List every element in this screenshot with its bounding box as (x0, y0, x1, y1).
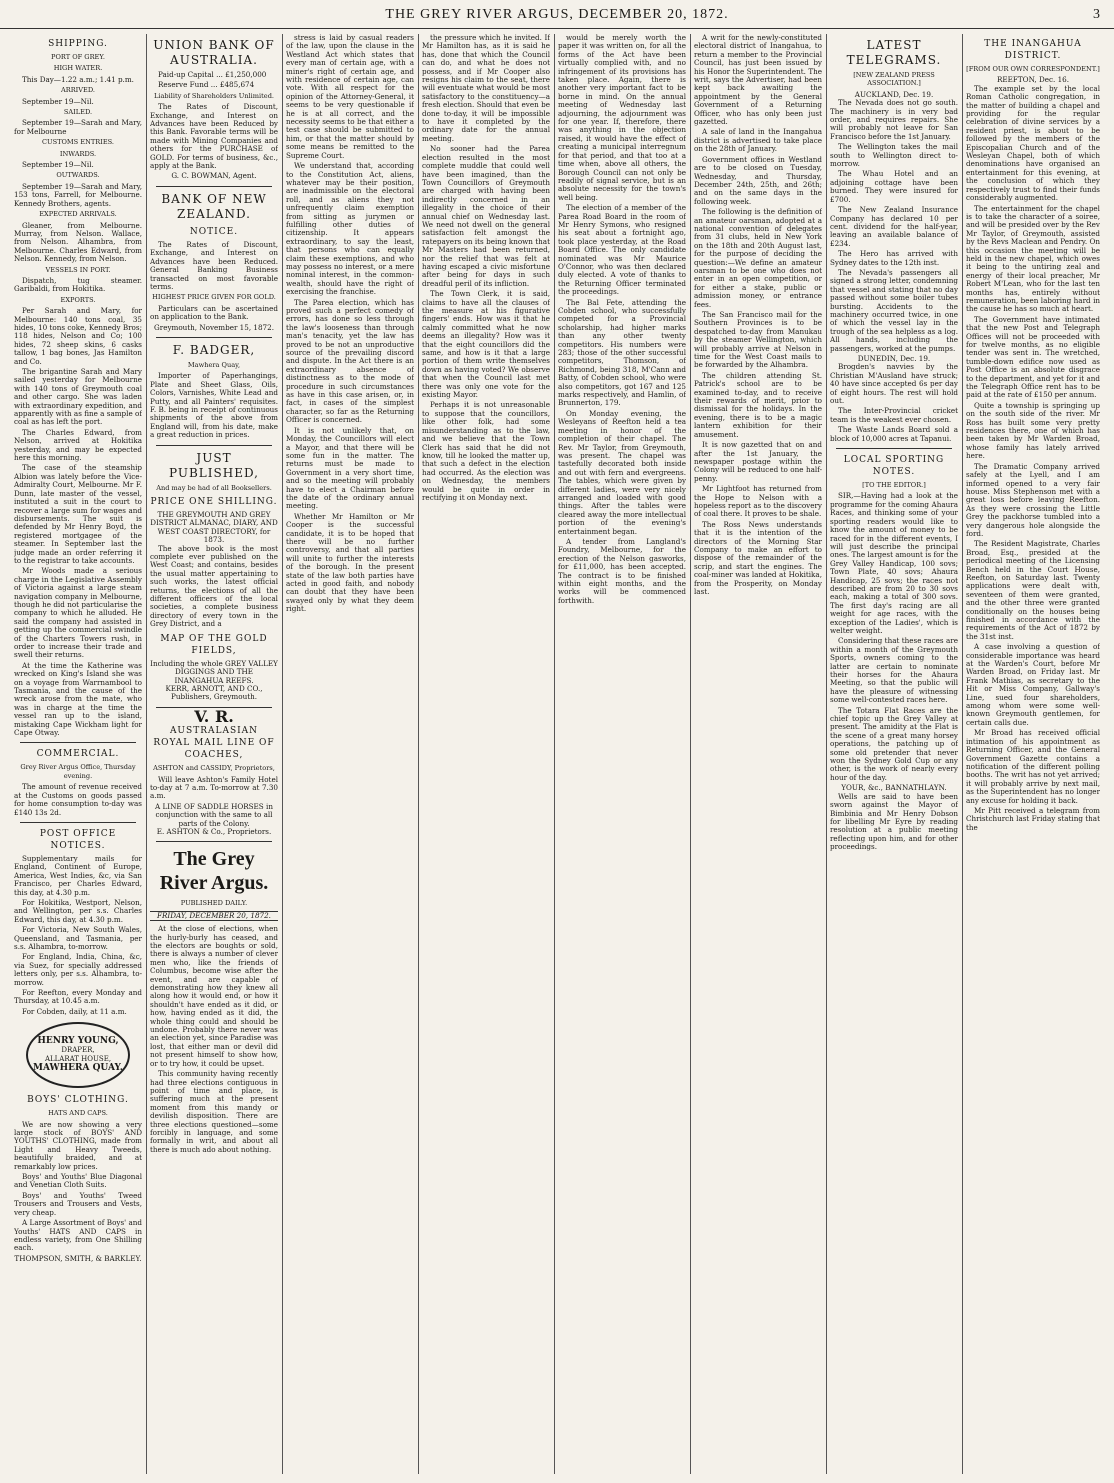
leader-paragraph: This community having recently had three elections contiguous in point of time and place, is suffering much at the present moment from this mandy or devilish disposition. There are three elections questioned—some forcibly in language, and some formally in writ, and about all there is much ado about nothing. (150, 1069, 278, 1154)
column-ads (150, 34, 278, 1474)
district-paragraph: Quite a township is springing up on the south side of the river. Mr Ross has built some very pretty residences there, one of which has been taken by Mr Warden Broad, whose family has lately arrived here. (966, 400, 1100, 461)
article-paragraph: The following is the definition of an amateur oarsman, adopted at a national convention of delegates from 31 clubs, held in New York on the 18th and 20th August last, for the purpose of deciding the question:—We define an amateur oarsman to be one who does not enter in an open competition, or for either a stake, public or admission money, or entrance fees. (694, 207, 822, 309)
column-article-4 (694, 34, 822, 1474)
sporting-paragraph: Considering that these races are within a month of the Greymouth Sports, owners coming to the latter are certain to nominate their horses for the Ahaura Meeting, so that the public will have the pleasure of witnessing some well-contested races here. (830, 636, 958, 705)
customs-heading: CUSTOMS ENTRIES. (41, 138, 115, 147)
post-notice: For Hokitika, Westport, Nelson, and Wellington, per s.s. Charles Edward, this day, at 4.30 p.m. (14, 897, 142, 924)
post-notice: For England, India, China, &c, via Suez, for specially addressed letters only, per s.s. Alhambra, to-morrow. (14, 952, 142, 987)
nz-bank-heading: BANK OF NEW ZEALAND. (161, 191, 267, 221)
article-paragraph: A writ for the newly-constituted electoral district of Inangahua, to return a member to the Provincial Council, has just been issued by his Honor the Superintendent. The writ, says the Advertiser, had been kept back awaiting the appointment by the General Government of a Returning Officer, who has only been just gazetted. (694, 34, 822, 127)
commercial-text: The amount of revenue received at the Customs on goods passed for home consumption to-day was £140 13s 2d. (14, 782, 142, 817)
post-notice: For Reefton, every Monday and Thursday, at 10.45 a.m. (14, 988, 142, 1006)
masthead (0, 6, 1114, 29)
sailed-text: September 19—Sarah and Mary, for Melbourne (14, 118, 142, 136)
boys-text: Boys' and Youths' Tweed Trousers and Trousers and Vests, very cheap. (14, 1190, 142, 1217)
badger-text: Importer of Paperhangings, Plate and Sheet Glass, Oils, Colors, Varnishes, White Lead and Putty, and all Painters' requisites. F. B. being in receipt of continuous shipments of the above from England will, from his date, make a great reduction in prices. (150, 371, 278, 440)
divider (836, 448, 952, 449)
outwards-text: September 19—Sarah and Mary, 153 tons, Farrell, for Melbourne. Kennedy Brothers, agents. (14, 181, 142, 208)
article-paragraph: The Town Clerk, it is said, claims to have all the clauses of the measure at his figurative fingers' ends. How was it that he calmly committed what he now deems an illegality? How was it that the eight councillors did the same, and how is it that a large portion of them write themselves down as having voted? We observe that when the Council last met there was only one vote for the existing Mayor. (422, 289, 550, 400)
article-paragraph: The election of a member of the Parea Road Board in the room of Mr Henry Symons, who resigned his seat about a fortnight ago, took place yesterday, at the Road Board Office. The only candidate nominated was Mr Maurice O'Connor, who was then declared duly elected. A vote of thanks to the Returning Officer terminated the proceedings. (558, 203, 686, 297)
post-office-heading: POST OFFICE NOTICES. (39, 828, 117, 851)
column-rule (826, 34, 827, 1474)
telegram-item: The Waste Lands Board sold a block of 10,000 acres at Tapanui. (830, 425, 958, 443)
vessels-heading: VESSELS IN PORT. (45, 265, 111, 274)
commercial-subheading: Grey River Argus Office, Thursday evening. (20, 763, 136, 780)
oval-house: ALLARAT HOUSE, (44, 1055, 112, 1064)
article-paragraph: A sale of land in the Inangahua district is advertised to take place on the 28th of January. (694, 127, 822, 154)
district-paragraph: The entertainment for the chapel is to take the character of a soiree, and will be presided over by the Rev Mr Taylor, of Greymouth, assisted by the Revs Maclean and Pendry. On this occasion the meeting will be held in the new chapel, which owes it being to the untiring zeal and energy of their local preacher, Mr Robert M'Lean, who for the last ten months has, entirely without remuneration, been laboring hard in the cause he has so much at heart. (966, 203, 1100, 314)
published-heading: JUST PUBLISHED, (169, 450, 259, 480)
article-paragraph: Whether Mr Hamilton or Mr Cooper is the successful candidate, it is to be hoped that there will be no further controversy, and that all parties will unite to further the interests of the borough. In the present state of the law both parties have acted in good faith, and nobody can doubt that they have been swayed only by what they deem right. (286, 511, 414, 614)
boys-clothing-heading: BOYS' CLOTHING. (27, 1095, 129, 1106)
union-paid: Paid-up Capital ... £1,250,000 (158, 70, 267, 79)
article-paragraph: the pressure which he invited. If Mr Hamilton has, as it is said he has, done that which the Council can do, and what he does not possess, and if Mr Cooper also resigns his claim to the seat, there will eventuate what would be most satisfactory to the constituency—a fresh election. Should that even be done to-day, it will be impossible to have it completed by the ordinary date for the annual meeting. (422, 34, 550, 143)
published-sub: And may be had of all Booksellers. (156, 483, 272, 492)
column-telegrams (830, 34, 958, 1474)
district-paragraph: Mr Pitt received a telegram from Christchurch last Friday stating that the (966, 805, 1100, 832)
shipping-paragraph: Mr Woods made a serious charge in the Legislative Assembly of Victoria against a large steam navigation company in Melbourne, though he did not particularise the company to which he alluded. He said the company had assisted in getting up the commercial swindle of the Charters Towers rush, in order to increase their trade and swell their returns. (14, 566, 142, 660)
union-text: The Rates of Discount, Exchange, and Interest on Advances have been Reduced by this Bank. Favorable terms will be made with Mining Companies and others for the PURCHASE of GOLD. For terms of business, &c., apply at the Bank. (150, 102, 278, 171)
coach-signature: E. ASHTON & Co., Proprietors. (156, 826, 272, 836)
boys-signature: THOMPSON, SMITH, & BARKLEY. (14, 1253, 142, 1263)
argus-sub: PUBLISHED DAILY. (180, 899, 248, 908)
telegram-item: The Wellington takes the mail south to Wellington direct to-morrow. (830, 142, 958, 169)
divider (156, 841, 272, 842)
sporting-paragraph: The Totara Flat Races are the chief topic up the Grey Valley at present. The amidity at the Flat is the scene of a great many horsey operations, the patching up of some old pretender that never won the Sydney Gold Cup or any other, is the work of nearly every hour of the day. (830, 705, 958, 782)
oval-name: HENRY YOUNG, (37, 1036, 119, 1047)
inwards-text: September 19—Nil. (22, 160, 94, 170)
union-bank-heading: UNION BANK OF AUSTRALIA. (153, 38, 275, 67)
article-paragraph: Mr Lightfoot has returned from the Hope to Nelson with a hopeless report as to the discovery of coal there. It proves to be shale. (694, 484, 822, 519)
telegram-item: The Inter-Provincial cricket team is the weakest ever chosen. (830, 406, 958, 424)
map-heading: MAP OF THE GOLD FIELDS, (160, 633, 268, 656)
district-paragraph: A case involving a question of considerable importance was heard at the Warden's Court, before Mr Warden Broad, on Friday last. Mr Frank Mathias, as secretary to the Hit or Miss Company, Gallway's Line, sued four shareholders, among whom were some well-known Greymouth gentlemen, for certain calls due. (966, 642, 1100, 727)
nz-gold: HIGHEST PRICE GIVEN FOR GOLD. (152, 293, 276, 302)
almanac-title: THE GREYMOUTH AND GREY DISTRICT ALMANAC, DIARY, AND WEST COAST DIRECTORY, for 1873. (150, 510, 278, 545)
sporting-paragraph: SIR,—Having had a look at the programme for the coming Ahaura Races, and thinking some of your sporting readers would like to know the amount of money to be raced for in the different events, I will just describe the principal ones. The largest amount is for the Grey Valley Handicap, 100 sovs; Town Plate, 40 sovs; Ahaura Handicap, 25 sovs; the races not described are from 20 to 30 sovs each, making a total of 300 sovs. The first day's racing are all weight for age races, with the exception of the Ladies', which is welter weight. (830, 491, 958, 635)
column-article-2 (422, 34, 550, 1474)
sporting-sub: [TO THE EDITOR.] (862, 481, 926, 490)
telegram-place: AUCKLAND, Dec. 19. (854, 89, 934, 99)
article-paragraph: The Bal Fete, attending the Cobden school, who successfully competed for a Provincial scholarship, had higher marks than any other twenty competitors. His numbers were 283; those of the other successful competitors, Thomson, of Richmond, being 318, M'Cann and Batty, of Cobden school, who were also competitors, got 167 and 125 marks respectively, and Hamlin, of Brunnerton, 179. (558, 297, 686, 408)
telegram-item: Brogden's navvies by the Christian M'Ausland have struck; 40 have since accepted 6s per day of eight hours. The rest will hold out. (830, 362, 958, 406)
column-rule (690, 34, 691, 1474)
divider (20, 822, 136, 823)
union-signature: G. C. BOWMAN, Agent. (171, 171, 257, 181)
union-liability: Liability of Shareholders Unlimited. (153, 91, 275, 100)
post-notice: For Victoria, New South Wales, Queensland, and Tasmania, per s.s. Alhambra, to-morrow. (14, 925, 142, 951)
telegram-item: The New Zealand Insurance Company has declared 10 per cent. dividend for the half-year, leaving an available balance of £234. (830, 205, 958, 248)
column-rule (962, 34, 963, 1474)
hats-heading: HATS AND CAPS. (48, 1109, 108, 1118)
telegrams-sub: [NEW ZEALAND PRESS ASSOCIATION.] (853, 71, 935, 88)
port-heading: PORT OF GREY. (51, 53, 105, 61)
district-heading: THE INANGAHUA DISTRICT. (984, 39, 1082, 61)
article-paragraph: Perhaps it is not unreasonable to suppose that the councillors, like other folk, had some misunderstanding as to the law, and we believe that the Town Clerk has said that he did not know, till he looked the matter up, that such a defect in the election had occurred. As the election was on Wednesday, the members would be quite in order in rectifying it on Monday next. (422, 400, 550, 502)
district-paragraph: The example set by the local Roman Catholic congregation, in the matter of building a chapel and providing for the regular celebration of divine services by a resident priest, is about to be followed by the members of the Episcopalian Church and of the Wesleyan Chapel, both of which denominations have organised an entertainment for this evening, at the conclusion of which they respectively trust to find their funds considerably augmented. (966, 83, 1100, 203)
article-paragraph: On Monday evening, the Wesleyans of Reefton held a tea meeting in honor of the completion of their chapel. The Rev. Mr Taylor, from Greymouth, was present. The chapel was tastefully decorated both inside and out with fern and evergreens. The tables, which were given by different ladies, were very nicely arranged and loaded with good things. After the tables were cleared away the more intellectual portion of the evening's entertainment began. (558, 408, 686, 536)
divider (156, 337, 272, 338)
shipping-paragraph: At the time the Katherine was wrecked on King's Island she was on a voyage from Warrnambool to Tasmania, and the cause of the wreck arose from the mate, who was in charge at the time the vessel ran up to the island, mistaking Cape Wickham light for Cape Otway. (14, 660, 142, 738)
article-paragraph: A tender from Langland's Foundry, Melbourne, for the erection of the Nelson gasworks, for £11,000, has been accepted. The contract is to be finished within eight months, and the works will be commenced forthwith. (558, 536, 686, 605)
telegram-item: The Nevada's passengers all signed a strong letter, condemning that vessel and stating that no day passed without some boiler tubes bursting. Accidents to the machinery occurred twice, in one of which the vessel lay in the trough of the sea helpless as a log. All hands, including the passengers, worked at the pumps. (830, 267, 958, 353)
royal-seal-icon: V. R. (194, 706, 234, 726)
published-price: PRICE ONE SHILLING. (150, 497, 278, 507)
expected-heading: EXPECTED ARRIVALS. (39, 210, 117, 219)
telegram-item: The Whau Hotel and an adjoining cottage have been burned. They were insured for £700. (830, 169, 958, 204)
arrived-heading: ARRIVED. (60, 86, 96, 95)
column-district (966, 34, 1100, 1474)
nz-notice-heading: NOTICE. (189, 226, 239, 237)
sporting-heading: LOCAL SPORTING NOTES. (843, 455, 945, 478)
article-paragraph: stress is laid by casual readers of the law, upon the clause in the Westland Act which states that every man of certain age, with a miner's right of certain age, and with residence of certain age, can vote. With all respect for the opinion of the Attorney-General, it seems to be very questionable if he is at all correct, and the necessity seems to be that either a test case should be submitted to him, or that the matter should by some means be remitted to the Supreme Court. (286, 34, 414, 160)
divider (156, 186, 272, 187)
article-paragraph: The Parea election, which has proved such a perfect comedy of errors, has done so less through the law's looseness than through man's tenacity, yet the law has proved to be not an unproductive source of the prevailing discord and dispute. In the Act there is an extraordinary absence of distinctness as to the mode of procedure in such circumstances as have in this case arisen, or, in fact, in cases of the simplest character, so far as the Returning Officer is concerned. (286, 297, 414, 425)
post-notice: For Cobden, daily, at 11 a.m. (22, 1006, 127, 1016)
column-article-3 (558, 34, 686, 1474)
nz-text: The Rates of Discount, Exchange, and Interest on Advances have been Reduced. General Banking Business transacted on most favorable terms. (150, 239, 278, 291)
article-paragraph: would be merely worth the paper it was written on, for all the forms of the Act have been virtually complied with, and no infringement of its provisions has taken place. Again, there is another very important fact to be borne in mind. On the annual meeting of Wednesday last adjourning, the adjournment was for one year. If, therefore, there was anything in the objection raised, it would have the effect of creating a municipal interregnum for that period, and that too at a time when, above all others, the Borough Council can not only be readily of signal service, but is an absolute necessity for the town's well being. (558, 34, 686, 202)
coach-sub: ASHTON and CASSIDY, Proprietors, (153, 764, 275, 773)
page-number: 3 (1093, 7, 1100, 22)
district-sub: [FROM OUR OWN CORRESPONDENT.] (966, 65, 1100, 73)
telegram-item: The Nevada does not go south. The machinery is in very bad order, and requires repairs. She will probably not leave for San Francisco before the 1st January. (830, 98, 958, 141)
article-paragraph: The San Francisco mail for the Southern Provinces is to be despatched to-day from Manukau by the steamer Wellington, which will probably arrive at Nelson in time for the West Coast mails to be forwarded by the Alhambra. (694, 310, 822, 370)
article-paragraph: It is now gazetted that on and after the 1st January, the newspaper postage within the Colony will be reduced to one half-penny. (694, 440, 822, 483)
divider (20, 742, 136, 743)
district-paragraph: The Resident Magistrate, Charles Broad, Esq., presided at the periodical meeting of the Licensing Bench held in the Court House, Reefton, on Saturday last. Twenty applications were dealt with, seventeen of them were granted, and the other three were granted conditionally on the houses being finished in accordance with the requirements of the Act of 1872 by the 31st inst. (966, 539, 1100, 641)
high-water-text: This Day—1.22 a.m.; 1.41 p.m. (22, 74, 134, 84)
exports-heading: EXPORTS. (60, 295, 96, 304)
oval-quay: MAWHERA QUAY. (33, 1063, 123, 1074)
district-place: REEFTON, Dec. 16. (996, 75, 1070, 85)
newspaper-title: THE GREY RIVER ARGUS, DECEMBER 20, 1872. (385, 7, 729, 22)
shipping-paragraph: The Charles Edward, from Nelson, arrived at Hokitika yesterday, and may be expected here this morning. (14, 427, 142, 463)
shipping-paragraph: The brigantine Sarah and Mary sailed yesterday for Melbourne with 140 tons of Greymouth coal and other cargo. She was laden with extraordinary expedition, and apparently with as fine a sample of coal as has left the port. (14, 367, 142, 427)
article-paragraph: The Ross News understands that it is the intention of the directors of the Morning Star Company to make an effort to dispose of the remainder of the scrip, and start the engines. The coal-miner was landed at Hokitika, from the Prosperity, on Monday last. (694, 519, 822, 596)
almanac-signature: KERR, ARNOTT, AND CO., Publishers, Greymouth. (165, 683, 263, 702)
article-paragraph: We understand that, according to the Constitution Act, aliens, whatever may be their position, are inadmissible on the electoral roll, and as aliens they not unfrequently claim exemption from sitting as jurymen or fulfilling other duties of citizenship. It appears extraordinary, to say the least, that persons who can equally claim these exemptions, and who may possess no interest, or a mere nominal interest, in the common-wealth, should have the right of exercising the franchise. (286, 161, 414, 297)
argus-date: FRIDAY, DECEMBER 20, 1872. (150, 911, 278, 921)
sailed-heading: SAILED. (63, 108, 93, 117)
nz-date: Greymouth, November 15, 1872. (154, 322, 274, 332)
district-paragraph: Mr Broad has received official intimation of his appointment as Returning Officer, and the General Government Gazette contains a notification of the different polling booths. The writ has not yet arrived; it will probably arrive by next mail, as the Superintendent has no longer any excuse for holding it back. (966, 728, 1100, 805)
henry-young-advert-oval (26, 1022, 130, 1088)
boys-text: A Large Assortment of Boys' and Youths' HATS AND CAPS in endless variety, from One Shilling each. (14, 1218, 142, 1253)
union-reserve: Reserve Fund ... £485,674 (158, 80, 255, 90)
article-paragraph: It is not unlikely that, on Monday, the Councillors will elect a Mayor, and that there will be some fun in the matter. The returns must be made to Government in a very short time, and so the meeting will probably have to elect a Chairman before the date of the ordinary annual meeting. (286, 425, 414, 511)
column-rule (282, 34, 283, 1474)
badger-heading: F. BADGER, (172, 342, 256, 357)
exports-text: Per Sarah and Mary, for Melbourne: 140 tons coal, 35 hides, 10 tons coke, Kennedy Bros; 118 hides, Nelson and Co; 100 hides, 72 sheep skins, 6 casks tallow, 1 bag bones, Jas Hamilton and Co. (14, 306, 142, 366)
coach-line: A LINE OF SADDLE HORSES in conjunction with the same to all parts of the Colony. (155, 801, 273, 828)
boys-text: Boys' and Youths' Blue Diagonal and Venetian Cloth Suits. (14, 1172, 142, 1190)
district-paragraph: The Government have intimated that the new Post and Telegraph Offices will not be proceeded with for twelve months, as no eligible tender was sent in. The wretched, tumble-down edifice now used as Post Office is an absolute disgrace to the department, and yet for it and the Telegraph Office rent has to be paid at the rate of £150 per annum. (966, 314, 1100, 400)
district-paragraph: The Dramatic Company arrived safely at the Lyell, and I am informed opened to a very fair house. Miss Stephenson met with a great loss before leaving Reefton. As they were crossing the Little Grey the packhorse tumbled into a very dangerous hole alongside the ford. (966, 461, 1100, 538)
column-rule (418, 34, 419, 1474)
argus-title: The Grey River Argus. (159, 848, 269, 895)
shipping-heading: SHIPPING. (48, 39, 108, 49)
commercial-heading: COMMERCIAL. (36, 749, 120, 760)
sporting-signature: YOUR, &c., BANNATHLAYN. (841, 783, 947, 793)
almanac-text: The above book is the most complete ever published on the West Coast; and contains, besides the usual matter appertaining to such works, the latest official returns, the elections of all the different officers of the local societies, a complete business directory of every town in the Grey District, and a (150, 543, 278, 629)
column-rule (146, 34, 147, 1474)
map-sub: Including the whole GREY VALLEY DIGGINGS AND THE INANGAHUA REEFS. (150, 658, 278, 685)
telegrams-heading: LATEST TELEGRAMS. (846, 38, 942, 67)
leader-paragraph: At the close of elections, when the hurly-burly has ceased, and the electors are boughts or sold, there is always a number of clever men who, like the friends of Columbus, become wise after the event, and are capable of demonstrating how they knew all along how it would end, or how it shouldn't have ended as it did, or how, having ended as it did, the whole thing could and should be undone. Probably there never was an election yet, since Paradise was lost, that either man or devil did not present himself to show how, or to try how, it could be upset. (150, 924, 278, 1068)
telegram-item: The Hero has arrived with Sydney dates to the 12th inst. (830, 249, 958, 267)
sporting-paragraph: Wells are said to have been sworn against the Mayor of Bimbinia and Mr Henry Dobson for libelling Mr Eyre by reading resolution at a public meeting reflecting upon him, and for other proceedings. (830, 791, 958, 852)
post-notice: Supplementary mails for England, Continent of Europe, America, West Indies, &c, via San Francisco, per Charles Edward, this day, at 4.30 p.m. (14, 853, 142, 897)
shipping-paragraph: The case of the steamship Albion was lately before the Vice-Admiralty Court, Melbourne. Mr F. Dunn, late master of the vessel, instituted a suit in the court to recover a large sum for wages and disbursements. The suit is defended by Mr Henry Boyd, the registered mortgagee of the steamer. In September last the judge made an order referring it to the registrar to take accounts. (14, 463, 142, 565)
expected-text: Gleaner, from Melbourne. Murray, from Nelson. Wallace, from Nelson. Alhambra, from Melbourne. Charles Edward, from Nelson. Kennedy, from Nelson. (14, 220, 142, 264)
nz-text2: Particulars can be ascertained on application to the Bank. (150, 303, 278, 322)
outwards-heading: OUTWARDS. (56, 171, 100, 180)
column-shipping (14, 34, 142, 1474)
oval-mid: DRAPER, (61, 1046, 95, 1055)
column-article-1 (286, 34, 414, 1474)
column-rule (554, 34, 555, 1474)
article-paragraph: The children attending St. Patrick's school are to be examined to-day, and to receive their rewards of merit, prior to dismissal for the holidays. In the evening, there is to be a magic lantern exhibition for their amusement. (694, 370, 822, 439)
telegram-place: DUNEDIN, Dec. 19. (857, 354, 931, 363)
coach-text: Will leave Ashton's Family Hotel to-day at 7 a.m. To-morrow at 7.30 a.m. (150, 774, 278, 801)
arrived-text: September 19—Nil. (22, 96, 94, 106)
article-paragraph: No sooner had the Parea election resulted in the most complete muddle that could well have been imagined, than the Town Councillors of Greymouth are charged with having been indirectly concerned in an illegality in the choice of their annual chief on Wednesday last. We need not dwell on the general satisfaction felt amongst the ratepayers on its being known that Mr Masters had been returned, nor the relief that was felt at having escaped a civic misfortune after being for days in such dreadful peril of its infliction. (422, 144, 550, 288)
high-water-heading: HIGH WATER. (53, 64, 103, 73)
divider (156, 445, 272, 446)
badger-sub: Mawhera Quay, (187, 360, 241, 369)
coach-heading: AUSTRALASIAN ROYAL MAIL LINE OF COACHES, (153, 726, 275, 761)
vessels-text: Dispatch, tug steamer. Garibaldi, from Hokitika. (14, 275, 142, 294)
boys-text: We are now showing a very large stock of BOYS' AND YOUTHS' CLOTHING, made from Light and Heavy Tweeds, beautifully braided, and at remarkably low prices. (14, 1119, 142, 1171)
inwards-heading: INWARDS. (59, 149, 97, 158)
article-paragraph: Government offices in Westland are to be closed on Tuesday, Wednesday, and Thursday, December 24th, 25th, and 26th; and on the same days in the following week. (694, 154, 822, 206)
